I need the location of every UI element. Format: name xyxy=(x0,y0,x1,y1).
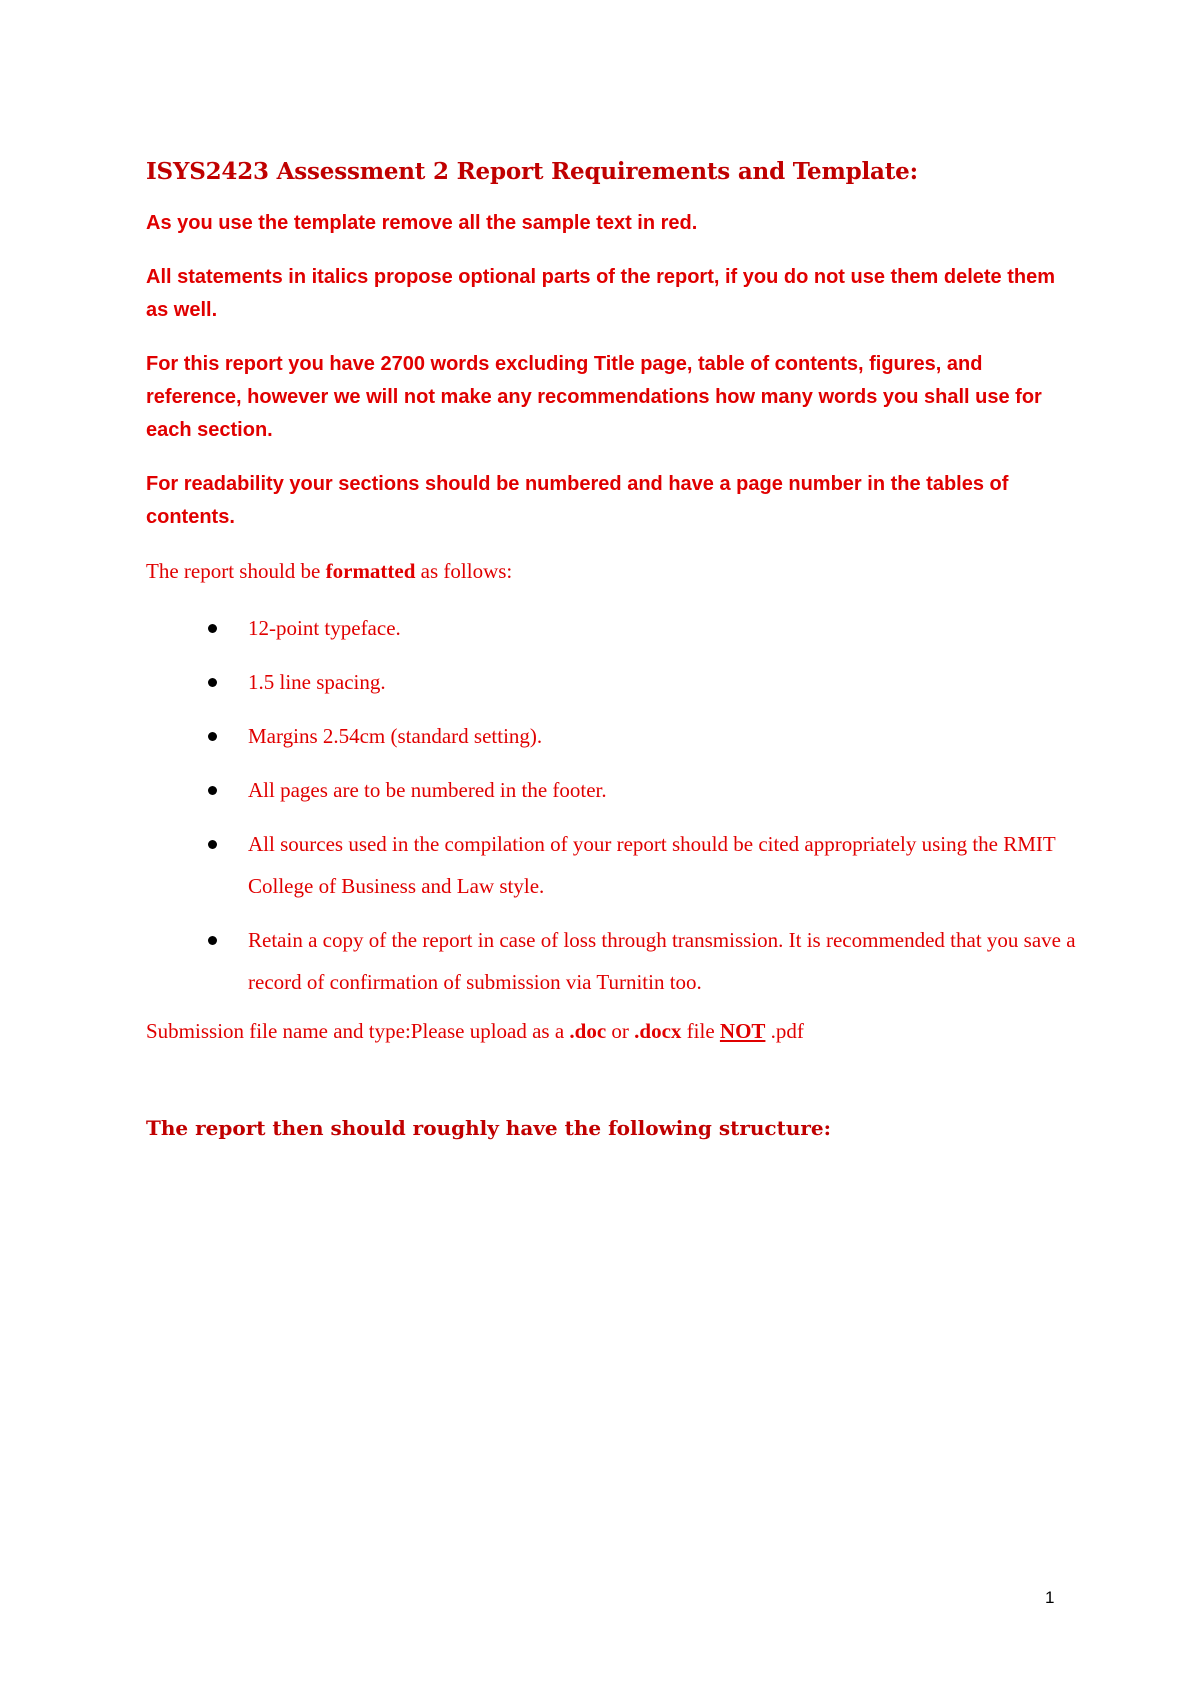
note-italics-optional: All statements in italics propose optional parts of the report, if you do not use them delete them as well. xyxy=(146,266,1056,321)
submission-instructions xyxy=(146,1015,1076,1048)
structure-heading: The report then should roughly have the following structure: xyxy=(146,1116,832,1140)
submission-docx: .docx xyxy=(634,1019,682,1043)
bullet-icon xyxy=(208,840,217,849)
list-item xyxy=(138,823,1076,907)
format-item-margins: Margins 2.54cm (standard setting). xyxy=(248,724,543,748)
list-item xyxy=(138,661,1076,703)
submission-not: NOT xyxy=(719,1019,766,1043)
format-item-retain-copy: Retain a copy of the report in case of loss through transmission. It is recommended that you save a record of confirmation of submission via Turnitin too. xyxy=(248,928,1076,994)
bullet-icon xyxy=(208,624,217,633)
format-item-typeface: 12-point typeface. xyxy=(248,616,401,640)
note-remove-sample-text: As you use the template remove all the sample text in red. xyxy=(146,212,698,234)
format-item-page-numbers: All pages are to be numbered in the footer. xyxy=(248,778,607,802)
format-list xyxy=(146,607,1076,1003)
list-item xyxy=(138,769,1076,811)
format-intro-after: as follows: xyxy=(415,559,513,583)
list-item xyxy=(138,715,1076,757)
format-intro-bold: formatted xyxy=(325,559,416,583)
document-title: ISYS2423 Assessment 2 Report Requirements and Template: xyxy=(146,158,918,185)
submission-pdf: .pdf xyxy=(765,1019,804,1043)
list-item xyxy=(138,607,1076,649)
bullet-icon xyxy=(208,678,217,687)
format-intro-before: The report should be xyxy=(146,559,326,583)
submission-or: or xyxy=(606,1019,635,1043)
submission-doc: .doc xyxy=(569,1019,607,1043)
bullet-icon xyxy=(208,786,217,795)
submission-label: Submission file name and type:Please upload as a xyxy=(146,1019,570,1043)
list-item xyxy=(138,919,1076,1003)
format-item-spacing: 1.5 line spacing. xyxy=(248,670,386,694)
bullet-icon xyxy=(208,936,217,945)
format-item-citations: All sources used in the compilation of your report should be cited appropriately using the RMIT College of Business and Law style. xyxy=(248,832,1056,898)
page-number: 1 xyxy=(1045,1588,1055,1607)
page-content xyxy=(146,158,1076,1140)
submission-file: file xyxy=(681,1019,720,1043)
format-intro xyxy=(146,555,1076,588)
note-readability: For readability your sections should be numbered and have a page number in the tables of contents. xyxy=(146,473,1009,528)
note-word-count: For this report you have 2700 words excluding Title page, table of contents, figures, and reference, however we will not make any recommendations how many words you shall use for each section. xyxy=(146,353,1042,441)
bullet-icon xyxy=(208,732,217,741)
